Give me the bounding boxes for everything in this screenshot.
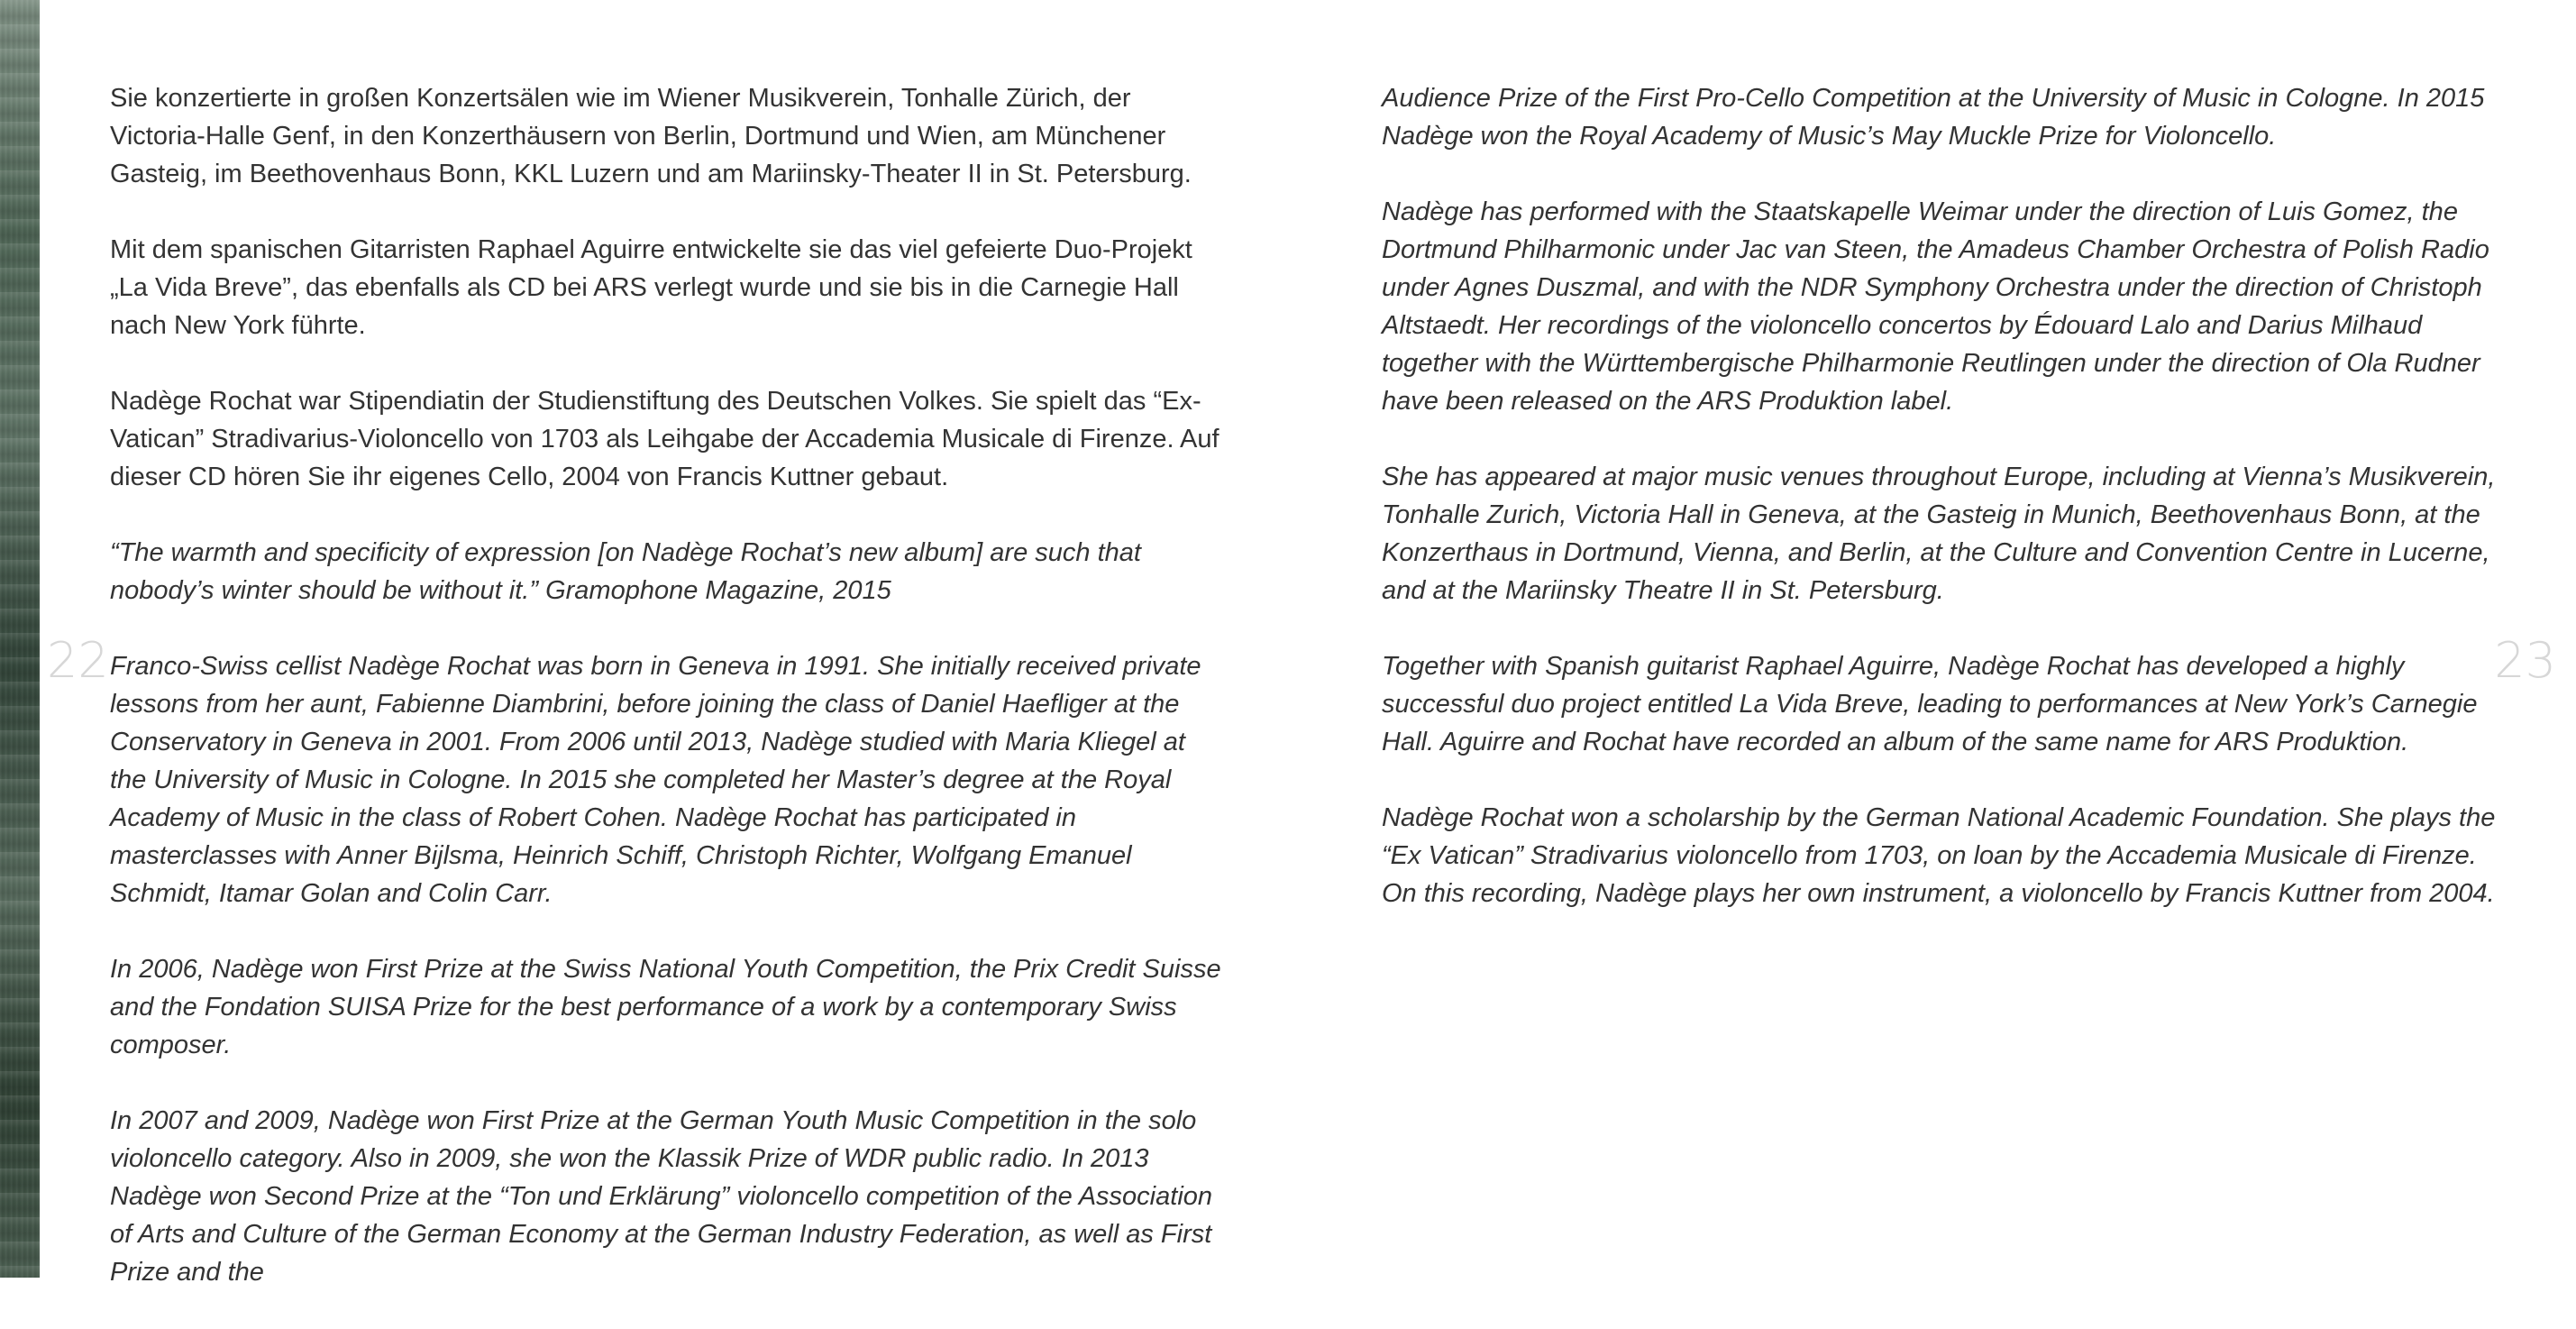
right-text-column — [1382, 79, 2499, 950]
left-paragraph-7: In 2007 and 2009, Nadège won First Prize at the German Youth Music Competition in the solo violoncello category. Also in 2009, she won the Klassik Prize of WDR public radio. In 2013 Nadège won Second Prize at the “Ton und Erklärung” violoncello competition of the Association of Arts and Culture of the German Economy at the German Industry Federation, as well as First Prize and the — [110, 1106, 1213, 1287]
page-number-left: 22 — [47, 632, 109, 689]
left-paragraph-1: Sie konzertierte in großen Konzertsälen wie im Wiener Musikverein, Tonhalle Zürich, der Victoria-Halle Genf, in den Konzerthäusern von Berlin, Dortmund und Wien, am Münchener Gasteig, im Beethovenhaus Bonn, KKL Luzern und am Mariinsky-Theater II in St. Petersburg. — [110, 84, 1192, 188]
left-paragraph-5: Franco-Swiss cellist Nadège Rochat was born in Geneva in 1991. She initially received private lessons from her aunt, Fabienne Diambrini, before joining the class of Daniel Haefliger at the Conservatory in Geneva in 2001. From 2006 until 2013, Nadège studied with Maria Kliegel at the University of Music in Cologne. In 2015 she completed her Master’s degree at the Royal Academy of Music in the class of Robert Cohen. Nadège Rochat has participated in masterclasses with Anner Bijlsma, Heinrich Schiff, Christoph Richter, Wolfgang Emanuel Schmidt, Itamar Golan and Colin Carr. — [110, 652, 1201, 908]
forest-image-strip — [0, 0, 40, 1278]
right-paragraph-1: Audience Prize of the First Pro-Cello Competition at the University of Music in Cologne. In 2015 Nadège won the Royal Academy of Music’s May Muckle Prize for Violoncello. — [1382, 84, 2485, 151]
left-paragraph-2: Mit dem spanischen Gitarristen Raphael Aguirre entwickelte sie das viel gefeierte Duo-Projekt „La Vida Breve”, das ebenfalls als CD bei ARS verlegt wurde und sie bis in die Carnegie Hall nach New York führte. — [110, 235, 1192, 340]
right-paragraph-3: She has appeared at major music venues throughout Europe, including at Vienna’s Musikverein, Tonhalle Zurich, Victoria Hall in Geneva, at the Gasteig in Munich, Beethovenhaus Bonn, at the Konzerthaus in Dortmund, Vienna, and Berlin, at the Culture and Convention Centre in Lucerne, and at the Mariinsky Theatre II in St. Petersburg. — [1382, 463, 2496, 605]
left-paragraph-6: In 2006, Nadège won First Prize at the Swiss National Youth Competition, the Prix Credit Suisse and the Fondation SUISA Prize for the best performance of a work by a contemporary Swiss composer. — [110, 955, 1221, 1059]
right-paragraph-5: Nadège Rochat won a scholarship by the German National Academic Foundation. She plays the “Ex Vatican” Stradivarius violoncello from 1703, on loan by the Accademia Musicale di Firenze. On this recording, Nadège plays her own instrument, a violoncello by Francis Kuttner from 2004. — [1382, 803, 2496, 908]
right-paragraph-4: Together with Spanish guitarist Raphael Aguirre, Nadège Rochat has developed a highly successful duo project entitled La Vida Breve, leading to performances at New York’s Carnegie Hall. Aguirre and Rochat have recorded an album of the same name for ARS Produktion. — [1382, 652, 2478, 756]
right-page — [1289, 0, 2576, 1278]
page-number-right: 23 — [2494, 632, 2556, 689]
gramophone-quote: “The warmth and specificity of expression [on Nadège Rochat’s new album] are such that nobody’s winter should be without it.” Gramophone Magazine, 2015 — [110, 538, 1141, 605]
left-paragraph-3: Nadège Rochat war Stipendiatin der Studienstiftung des Deutschen Volkes. Sie spielt das “Ex-Vatican” Stradivarius-Violoncello von 1703 als Leihgabe der Accademia Musicale di Firenze. Auf dieser CD hören Sie ihr eigenes Cello, 2004 von Francis Kuttner gebaut. — [110, 387, 1219, 491]
left-page — [40, 0, 1289, 1287]
right-paragraph-2: Nadège has performed with the Staatskapelle Weimar under the direction of Luis Gomez, the Dortmund Philharmonic under Jac van Steen, the Amadeus Chamber Orchestra of Polish Radio under Agnes Duszmal, and with the NDR Symphony Orchestra under the direction of Christoph Altstaedt. Her recordings of the violoncello concertos by Édouard Lalo and Darius Milhaud together with the Württembergische Philharmonie Reutlingen under the direction of Ola Rudner have been released on the ARS Produktion label. — [1382, 197, 2489, 416]
left-text-column — [110, 79, 1228, 1329]
